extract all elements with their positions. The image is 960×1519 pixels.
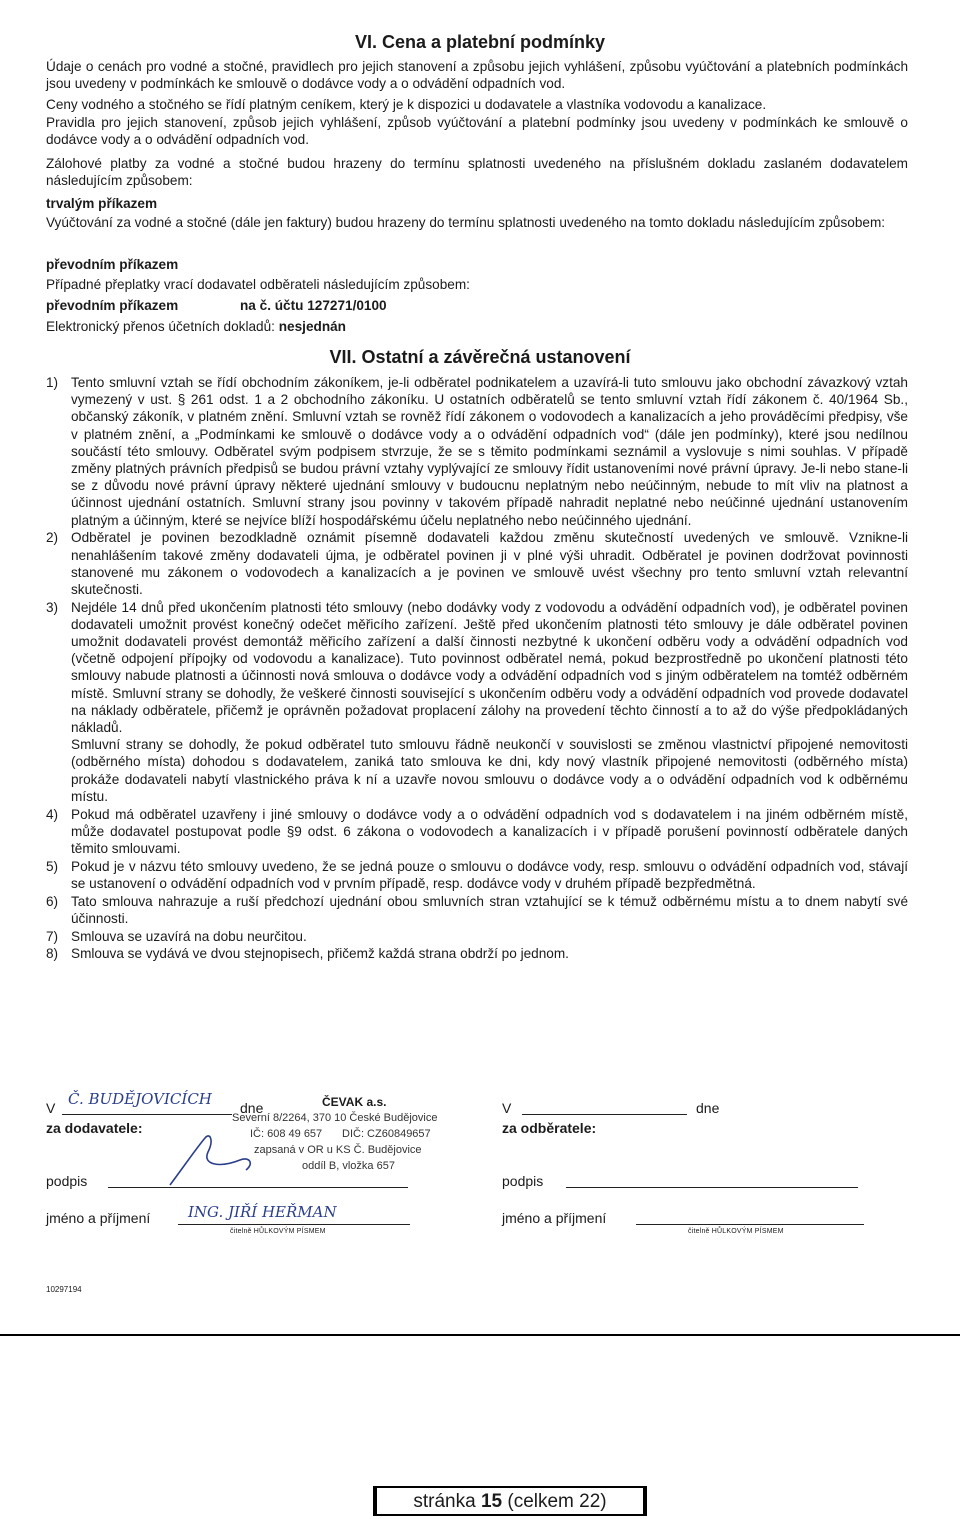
list-item-number: 4) (46, 806, 59, 822)
supplier-signature-label: podpis (46, 1173, 88, 1189)
supplier-signature-scribble (150, 1130, 260, 1190)
section-6-paragraph-2: Ceny vodného a stočného se řídí platným ceníkem, který je k dispozici u dodavatele a vlastníka vodovodu a kanalizace. (46, 97, 767, 112)
section-6-paragraph-5: Vyúčtování za vodné a stočné (dále jen faktury) budou hrazeny do termínu splatnosti uvedeného na tomto dokladu následujícím způsobem: (46, 215, 886, 230)
stamp-company-name: ČEVAK a.s. (322, 1095, 387, 1109)
supplier-place-handwritten: Č. BUDĚJOVICÍCH (68, 1090, 212, 1108)
company-stamp (232, 1095, 482, 1195)
stamp-registry: zapsaná v OR u KS Č. Budějovice (254, 1144, 422, 1156)
customer-name-hint: čitelně HŮLKOVÝM PÍSMEM (688, 1228, 784, 1235)
customer-place-label: V (502, 1100, 512, 1116)
list-item-text: Tato smlouva nahrazuje a ruší předchozí ujednání obou smluvních stran vztahující se k témuž odběrnému místu a to dnem nabytí své účinnosti. (71, 893, 908, 926)
supplier-name-line (178, 1224, 410, 1225)
page-number-box (373, 1486, 647, 1516)
supplier-name-label: jméno a příjmení (46, 1210, 151, 1226)
list-item (46, 529, 908, 598)
customer-name-line (636, 1224, 864, 1225)
section-6-paragraph-6: Případné přeplatky vrací dodavatel odběrateli následujícím způsobem: (46, 277, 470, 292)
list-item (46, 945, 908, 962)
page-divider (0, 1334, 960, 1336)
list-item (46, 374, 908, 529)
customer-date-label: dne (696, 1100, 720, 1116)
supplier-label: za dodavatele: (46, 1120, 143, 1136)
list-item-text-continued: Smluvní strany se dohodly, že pokud odběratel tuto smlouvu řádně neukončí v souvislosti se změnou vlastnictví připojené nemovitosti (odběrného místa) dohodou s dodavatelem, zaniká tato smlouva ke dni, kdy nový vlastník připojené nemovitosti (odběrného místa) prokáže dodavateli nabytí vlastnického práva k ní a uzavře novou smlouvu o dodávce vody a o odvádění odpadních vod k odběrnému místu. (71, 737, 908, 804)
stamp-address: Severní 8/2264, 370 10 České Budějovice (232, 1112, 438, 1124)
stamp-ic: IČ: 608 49 657 (250, 1128, 323, 1140)
section-6-paragraph-1: Údaje o cenách pro vodné a stočné, pravidlech pro jejich stanovení a způsobu jejich vyhlášení, způsobu vyúčtování a platebních podmínkách jsou uvedeny v podmínkách ke smlouvě o dodávce vody a o odvádění odpadních vod. (46, 59, 908, 91)
supplier-signature-line (108, 1187, 408, 1188)
supplier-place-line (62, 1114, 232, 1115)
page-total: (celkem 22) (507, 1491, 607, 1512)
list-item-number: 2) (46, 530, 59, 546)
electronic-transfer-label: Elektronický přenos účetních dokladů: (46, 319, 275, 334)
deposit-payment-method: trvalým příkazem (46, 196, 158, 211)
list-item-number: 6) (46, 893, 59, 909)
list-item-text: Pokud je v názvu této smlouvy uvedeno, že se jedná pouze o smlouvu o dodávce vody, resp. smlouvu o odvádění odpadních vod, stávají se ustanovení o odvádění odpadních vod v prvním případě, resp. dodávce vody v druhém případě bezpředmětná. (71, 858, 908, 891)
section-7-list (46, 374, 908, 963)
list-item-number: 5) (46, 858, 59, 874)
list-item-text: Pokud má odběratel uzavřeny i jiné smlouvy o dodávce vody a o odvádění odpadních vod s dodavatelem i na jiném odběrném místě, může dodavatel postupovat podle §9 odst. 6 zákona o vodovodech a kanalizacích i v případě porušení povinností odběratele daných těmito smlouvami. (71, 806, 908, 856)
list-item-number: 3) (46, 599, 59, 615)
list-item (46, 599, 908, 805)
electronic-transfer-value: nesjednán (278, 319, 346, 334)
section-7-title: VII. Ostatní a závěrečná ustanovení (329, 347, 631, 367)
list-item-text: Odběratel je povinen bezodkladně oznámit písemně dodavateli každou změnu skutečností uvedených ve smlouvě. Vznikne-li nenahlášením takové změny dodavateli újma, je odběratel povinen ji v plné výši uhradit. Odběratel je povinen dodržovat povinnosti stanovené mu zákonem o vodovodech a kanalizacích a je povinen ve smlouvě uvést všechny pro tento smluvní vztah relevantní skutečnosti. (71, 530, 908, 597)
list-item (46, 858, 908, 892)
list-item-text: Nejdéle 14 dnů před ukončením platnosti této smlouvy (nebo dodávky vody z vodovodu a odvádění odpadních vod), je odběratel povinen dodavateli umožnit provést konečný odečet měřicího zařízení. Ještě před ukončením platnosti této smlouvy je dále odběratel povinen umožnit dodavateli provést demontáž měřicího zařízení a další činnosti nezbytné k ukončení odběru vody a odvádění odpadních vod (včetně odpojení přípojky od vodovodu a kanalizace). Tuto povinnost odběratel nemá, pokud bezprostředně po ukončení platnosti této smlouvy nabude platnosti a účinnosti nová smlouva o dodávce vody a odvádění odpadních vod s jiným odběratelem na tomtéž odběrném místě. Smluvní strany se dohodly, že veškeré činnosti související s ukončením odběru vody a odvádění odpadních vod provede dodavatel na náklady odběratele, přičemž je oprávněn požadovat proplacení zálohy na provedení těchto činností a to až do výše předpokládaných nákladů. (71, 599, 908, 736)
supplier-name-hint: čitelně HŮLKOVÝM PÍSMEM (230, 1228, 326, 1235)
section-6-title: VI. Cena a platební podmínky (354, 32, 606, 52)
section-6-paragraph-3: Pravidla pro jejich stanovení, způsob jejich vyhlášení, způsob vyúčtování a platební podmínky jsou uvedeny v podmínkách ke smlouvě o dodávce vody a o odvádění odpadních vod. (46, 115, 908, 147)
overpayment-account: na č. účtu 127271/0100 (240, 298, 387, 313)
list-item (46, 893, 908, 927)
customer-place-line (522, 1114, 687, 1115)
stamp-dic: DIČ: CZ60849657 (342, 1128, 431, 1140)
list-item-text: Smlouva se uzavírá na dobu neurčitou. (71, 928, 307, 944)
section-6-paragraph-4: Zálohové platby za vodné a stočné budou hrazeny do termínu splatnosti uvedeného na příslušném dokladu zaslaném dodavatelem následujícím způsobem: (46, 156, 908, 188)
supplier-date-label: dne (240, 1100, 264, 1116)
customer-name-label: jméno a příjmení (502, 1210, 607, 1226)
supplier-name-handwritten: ING. JIŘÍ HEŘMAN (188, 1203, 337, 1221)
customer-label: za odběratele: (502, 1120, 597, 1136)
customer-signature-line (566, 1187, 858, 1188)
electronic-transfer-row (46, 318, 346, 335)
document-id: 10297194 (46, 1285, 82, 1294)
page-prefix: stránka (413, 1491, 476, 1512)
overpayment-method: převodním příkazem (46, 298, 179, 313)
list-item-number: 7) (46, 928, 59, 944)
list-item-text: Tento smluvní vztah se řídí obchodním zákoníkem, je-li odběratel podnikatelem a uzavírá-li tuto smlouvu jako obchodní závazkový vztah vymezený v ust. § 261 odst. 1 a 2 obchodního zákoníku. U ostatních odběratelů se tento smluvní vztah řídí zákonem č. 40/1964 Sb., občanský zákoník, v platném znění. Smluvní vztah se rovněž řídí zákonem o vodovodech a kanalizacích a jeho prováděcími předpisy, vše v platném znění, a „Podmínkami ke smlouvě o dodávce vody a o odvádění odpadních vod“ (dále jen podmínky), které jsou nedílnou součástí této smlouvy. Odběratel svým podpisem stvrzuje, že se s těmito podmínkami seznámil a vyslovuje s nimi souhlas. V případě změny platných právních předpisů se budou právní vztahy vyplývající ze smlouvy řídit ustanoveními nové právní úpravy. Je-li nebo stane-li se z důvodu nové právní úpravy některé ujednání smlouvy v budoucnu neplatným nebo neúčinným, nebude to mít vliv na platnost a účinnost ujednání ostatních. Smluvní strany jsou povinny v takovém případě nahradit neplatné nebo neúčinné ujednání ustanovením platným a účinným, které se nejvíce blíží hospodářskému účelu neplatného nebo neúčinného ujednání. (71, 375, 908, 528)
stamp-section: oddíl B, vložka 657 (302, 1160, 395, 1172)
list-item (46, 928, 908, 945)
supplier-place-label: V (46, 1100, 56, 1116)
page-current: 15 (480, 1491, 503, 1512)
list-item-text: Smlouva se vydává ve dvou stejnopisech, přičemž každá strana obdrží po jednom. (71, 946, 569, 962)
invoice-payment-method: převodním příkazem (46, 257, 179, 272)
list-item-number: 8) (46, 946, 59, 962)
list-item (46, 806, 908, 858)
list-item-number: 1) (46, 375, 59, 390)
customer-signature-label: podpis (502, 1173, 544, 1189)
